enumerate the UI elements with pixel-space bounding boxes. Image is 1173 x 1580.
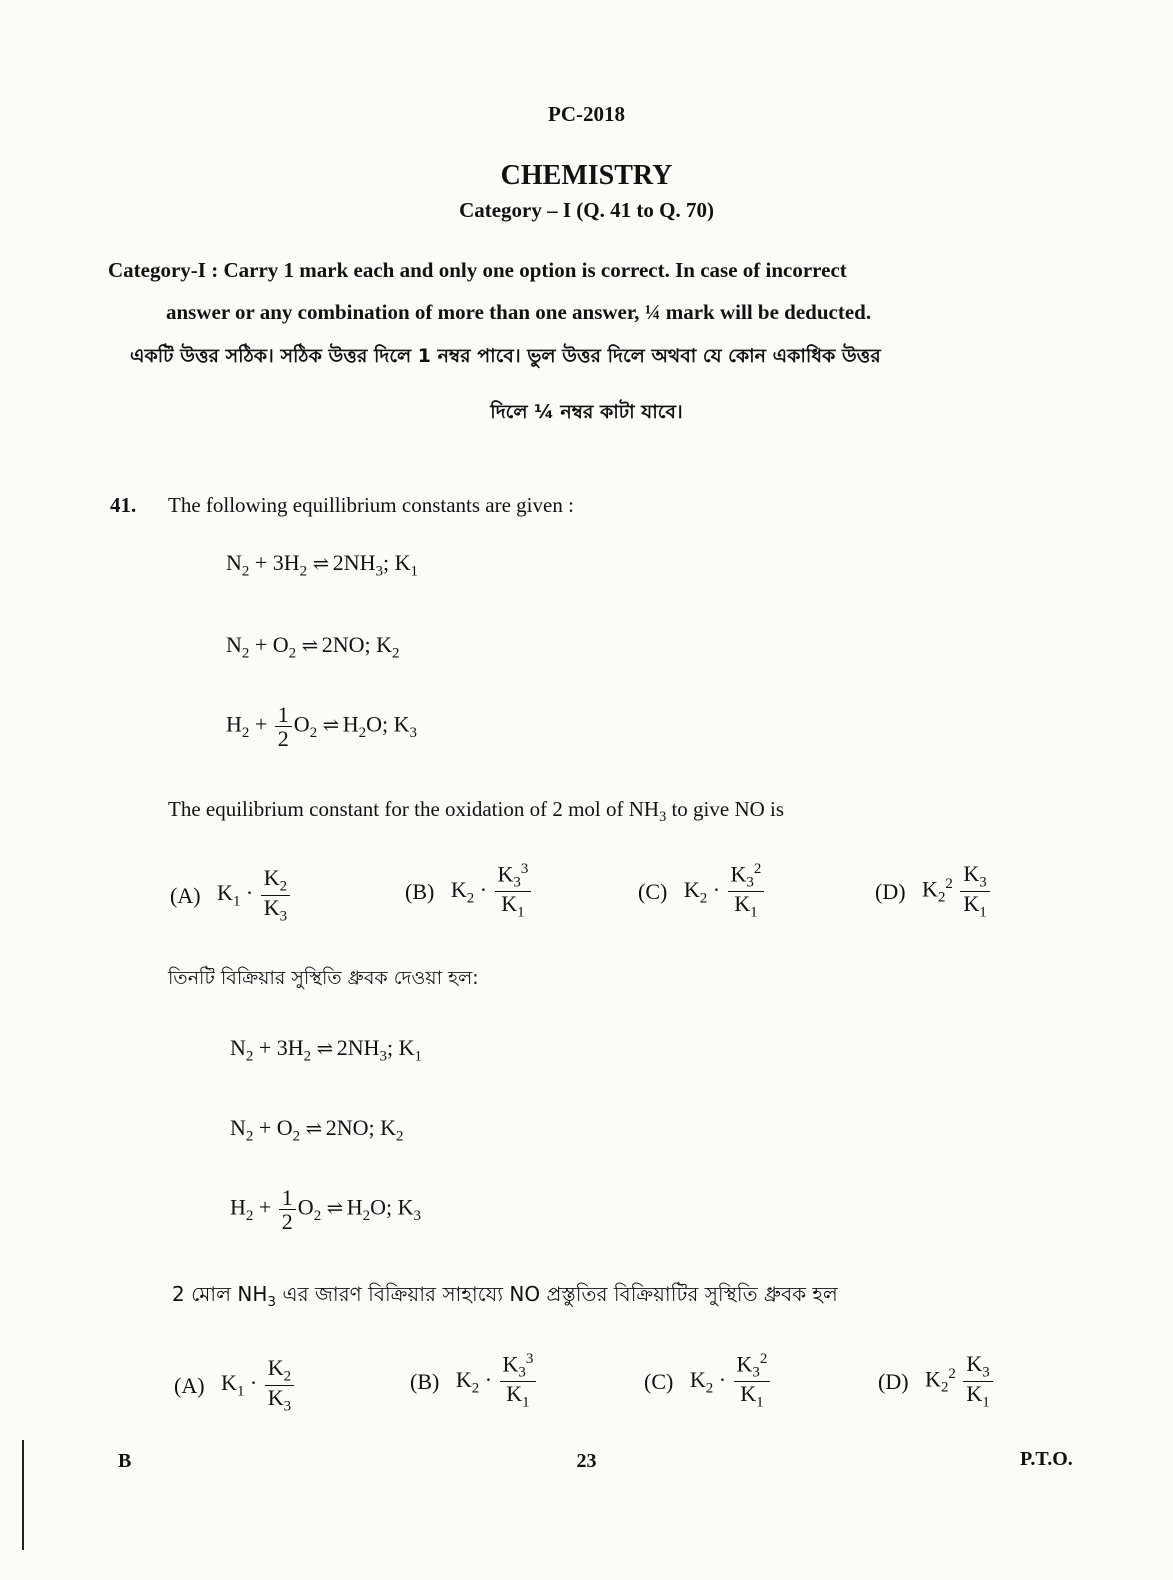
instruction-label: Category-I : (108, 258, 219, 282)
question-text-bn: 2 মোল $NH_3$ এর জারণ বিক্রিয়ার সাহায্যে NO প্রস্তুতির বিক্রিয়াটির সুস্থিতি ধ্রুবক হল (172, 1282, 838, 1310)
equation-1-bn: $N_2 + 3H_2$ ⇌ $2NH_3$; $K_1$ (230, 1035, 422, 1065)
instruction-bengali-1: একটি উত্তর সঠিক। সঠিক উত্তর দিলে 1 নম্বর পাবে। ভুল উত্তর দিলে অথবা যে কোন একাধিক উত্তর (130, 345, 881, 367)
category-range: Category – I (Q. 41 to Q. 70) (459, 198, 714, 222)
option-b-bn[interactable]: (B) $K_2$ · $\frac{K_3^3}{K_1}$ (410, 1352, 538, 1411)
question-stem-bn: তিনটি বিক্রিয়ার সুস্থিতি ধ্রুবক দেওয়া হল: (168, 967, 479, 989)
subject-title: CHEMISTRY (500, 160, 673, 191)
option-d-bn[interactable]: (D) $K_2^2$ $\frac{K_3}{K_1}$ (878, 1352, 995, 1411)
paper-code: PC-2018 (548, 102, 625, 126)
equation-1-en: $N_2 + 3H_2$ ⇌ $2NH_3$; $K_1$ (226, 550, 418, 580)
instruction-english-1: Carry 1 mark each and only one option is correct. In case of incorrect (223, 258, 847, 282)
option-c-bn[interactable]: (C) $K_2$ · $\frac{K_3^2}{K_1}$ (644, 1352, 772, 1411)
instruction-english-2: answer or any combination of more than one answer, ¼ mark will be deducted. (166, 300, 872, 324)
instruction-line-1 (108, 258, 847, 283)
footer-set-letter: B (118, 1450, 132, 1472)
option-a-en[interactable]: (A) $K_1$ · $\frac{K_2}{K_3}$ (170, 866, 292, 925)
equation-3-en: $H_2$ + $\frac{1}{2}$ $O_2$ ⇌ $H_2O$; $K_3$ (226, 702, 417, 752)
footer-pto: P.T.O. (1020, 1448, 1073, 1470)
option-c-en[interactable]: (C) $K_2$ · $\frac{K_3^2}{K_1}$ (638, 862, 766, 921)
option-d-en[interactable]: (D) $K_2^2$ $\frac{K_3}{K_1}$ (875, 862, 992, 921)
question-text-en: The equilibrium constant for the oxidation of 2 mol of $NH_3$ to give NO is (168, 797, 785, 826)
option-a-bn[interactable]: (A) $K_1$ · $\frac{K_2}{K_3}$ (174, 1356, 296, 1415)
equation-3-bn: $H_2$ + $\frac{1}{2}$ $O_2$ ⇌ $H_2O$; $K_3$ (230, 1185, 421, 1235)
page-number: 23 (576, 1450, 597, 1472)
instruction-bengali-2: দিলে ¼ নম্বর কাটা যাবে। (490, 401, 683, 423)
question-number: 41. (110, 493, 137, 517)
question-stem-en: The following equillibrium constants are given : (168, 493, 574, 517)
equation-2-bn: $N_2 + O_2$ ⇌ 2NO; $K_2$ (230, 1115, 404, 1145)
option-b-en[interactable]: (B) $K_2$ · $\frac{K_3^3}{K_1}$ (405, 862, 533, 921)
scan-margin-line (22, 1440, 24, 1550)
equation-2-en: $N_2 + O_2$ ⇌ 2NO; $K_2$ (226, 632, 400, 662)
